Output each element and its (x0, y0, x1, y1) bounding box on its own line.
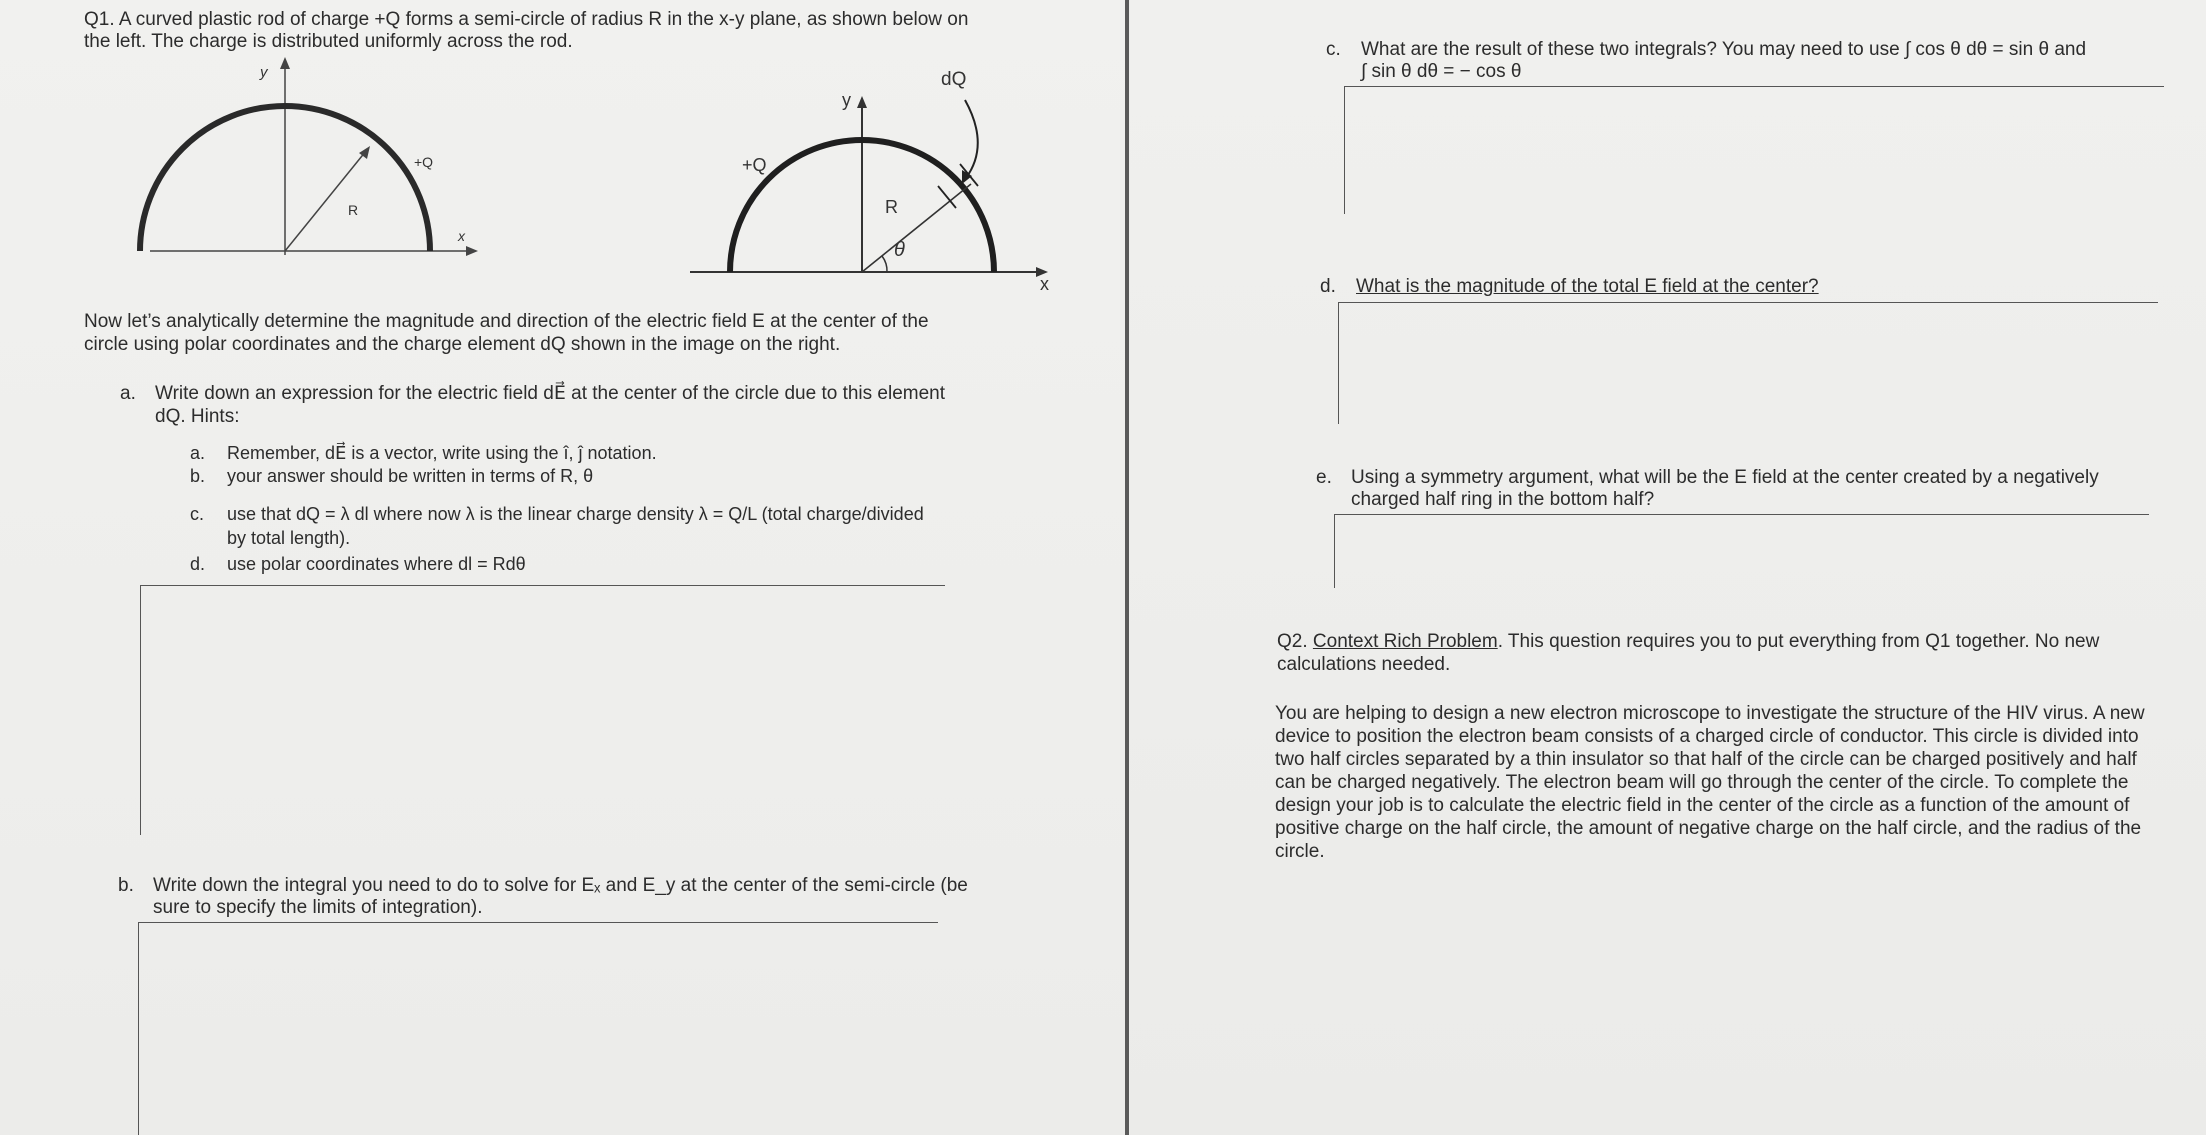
q2-para-line6: positive charge on the half circle, the amount of negative charge on the half circle, and the radius of the (1275, 818, 2142, 839)
q2-title-rest: . This question requires you to put everything from Q1 together. No new (1497, 631, 2100, 652)
part-c-line1: What are the result of these two integrals? You may need to use ∫ cos θ dθ = sin θ and (1361, 39, 2087, 60)
angle-label: θ (894, 239, 905, 261)
hint-d-marker: d. (190, 554, 206, 574)
answer-box-e[interactable] (1334, 514, 1335, 588)
y-axis-arrow (857, 96, 867, 108)
hint-c-text: use that dQ = λ dl where now λ is the linear charge density λ = Q/L (total charge/divided (227, 504, 924, 524)
element-tick-1 (938, 186, 956, 208)
q2-para-line1: You are helping to design a new electron microscope to investigate the structure of the HIV virus. A new (1275, 703, 2145, 724)
semicircle-figure-right (680, 60, 1070, 300)
q1-intro-line1: Q1. A curved plastic rod of charge +Q forms a semi-circle of radius R in the x-y plane, as shown below on (84, 9, 969, 30)
part-a-marker: a. (120, 383, 136, 404)
q2-para-line7: circle. (1275, 841, 1325, 862)
now-line1: Now let’s analytically determine the magnitude and direction of the electric field E at the center of the (84, 311, 929, 332)
answer-box-b-top (138, 922, 938, 923)
hint-a-marker: a. (190, 443, 206, 463)
q2-para-line5: design your job is to calculate the electric field in the center of the circle as a function of the amount of (1275, 795, 2130, 816)
part-c-line2: ∫ sin θ dθ = − cos θ (1361, 61, 1522, 82)
q2-title-line (1277, 630, 2099, 653)
q2-prefix: Q2. (1277, 631, 1308, 652)
dq-label: dQ (941, 69, 967, 90)
part-e-line1: Using a symmetry argument, what will be the E field at the center created by a negatively (1351, 467, 2099, 488)
x-label: x (1040, 274, 1049, 294)
hint-b-text: your answer should be written in terms of R, θ (227, 466, 594, 486)
q2-title: Context Rich Problem (1312, 631, 1498, 652)
answer-box-a[interactable] (140, 585, 141, 835)
radius-line (862, 184, 971, 272)
part-a-line2: dQ. Hints: (155, 406, 240, 427)
charge-label: +Q (742, 155, 767, 175)
q2-para-line2: device to position the electron beam consists of a charged circle of conductor. This circle is divided into (1275, 726, 2139, 747)
answer-box-d[interactable] (1338, 302, 1339, 424)
page-gutter (1125, 0, 1129, 1135)
hint-b-marker: b. (190, 466, 206, 486)
angle-arc (882, 256, 887, 272)
right-page (1130, 0, 2206, 1135)
y-axis-arrow (280, 57, 290, 69)
answer-box-d-top (1338, 302, 2158, 303)
part-a-line1: Write down an expression for the electric field dE⃗ at the center of the circle due to this element (155, 383, 946, 404)
q2-line2: calculations needed. (1277, 654, 1451, 675)
radius-label: R (885, 197, 898, 217)
semicircle-figure-left (120, 55, 500, 265)
part-d-marker: d. (1320, 276, 1336, 297)
answer-box-e-top (1334, 514, 2149, 515)
part-e-line2: charged half ring in the bottom half? (1351, 489, 1655, 510)
answer-box-b[interactable] (138, 922, 139, 1135)
q1-intro-line2: the left. The charge is distributed uniformly across the rod. (84, 31, 573, 52)
part-b-marker: b. (118, 875, 134, 896)
hint-c-marker: c. (190, 504, 205, 524)
y-label: y (842, 90, 851, 110)
y-label: y (260, 64, 268, 81)
part-d-line1: What is the magnitude of the total E field at the center? (1356, 276, 1819, 297)
hint-d-text: use polar coordinates where dl = Rdθ (227, 554, 526, 574)
x-axis-arrow (466, 246, 478, 256)
dq-pointer-arrow (965, 100, 978, 178)
x-label: x (458, 228, 465, 244)
q2-para-line3: two half circles separated by a thin insulator so that half of the circle can be charged positively and half (1275, 749, 2137, 770)
q2-para-line4: can be charged negatively. The electron beam will go through the center of the circle. To complete the (1275, 772, 2129, 793)
answer-box-c-top (1344, 86, 2164, 87)
now-line2: circle using polar coordinates and the charge element dQ shown in the image on the right. (84, 334, 841, 355)
radius-line (285, 151, 366, 251)
charge-label: +Q (414, 154, 434, 170)
answer-box-a-top (140, 585, 945, 586)
part-e-marker: e. (1316, 467, 1332, 488)
hint-c-cont: by total length). (227, 528, 351, 548)
answer-box-c[interactable] (1344, 86, 1345, 214)
part-b-line2: sure to specify the limits of integration). (153, 897, 483, 918)
hint-a-text: Remember, dE⃗ is a vector, write using the î, ĵ notation. (227, 443, 657, 463)
part-c-marker: c. (1326, 39, 1341, 60)
part-b-line1: Write down the integral you need to do to solve for Eₓ and E_y at the center of the semi-circle (be (153, 875, 968, 896)
radius-label: R (348, 202, 359, 218)
